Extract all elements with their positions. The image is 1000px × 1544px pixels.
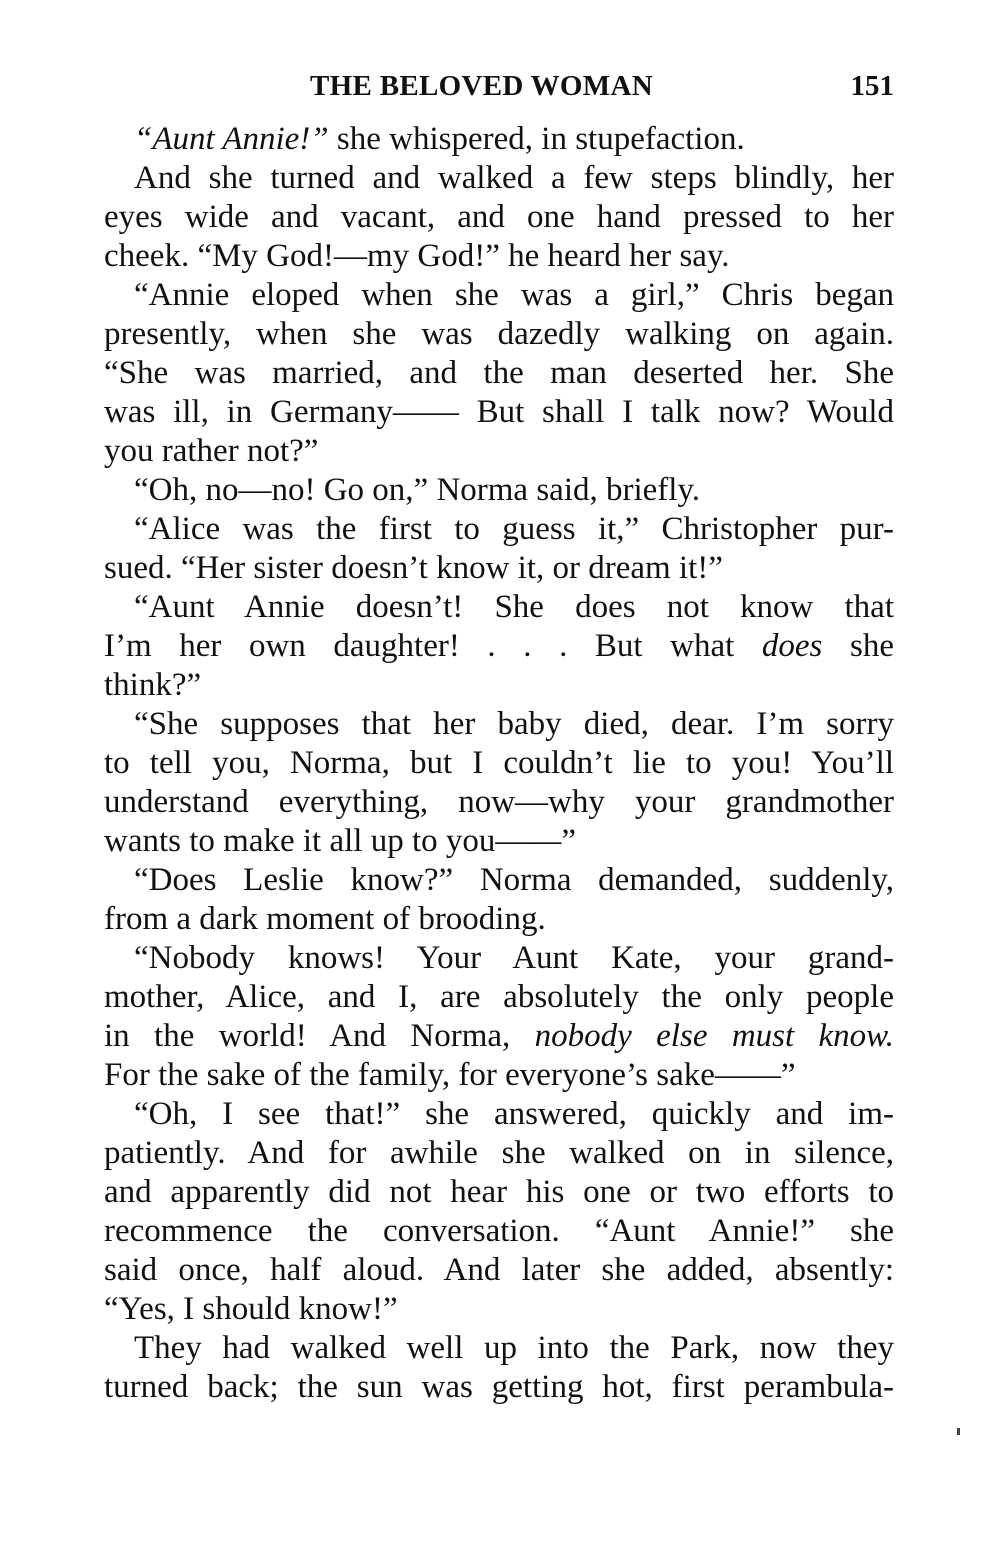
text-line (104, 705, 894, 744)
text-run: understand everything, now—why your grandmother (104, 784, 894, 820)
text-run: she whispered, in stupefaction. (328, 121, 745, 157)
text-run: “She was married, and the man deserted her. She (104, 355, 894, 391)
italic-text: nobody else must know. (534, 1018, 894, 1054)
text-run: think?” (104, 667, 202, 703)
text-line (104, 1134, 894, 1173)
text-line (104, 588, 894, 627)
text-line (104, 120, 894, 159)
text-run: “Oh, no—no! Go on,” Norma said, briefly. (134, 472, 701, 508)
text-line (104, 1056, 894, 1095)
text-run: recommence the conversation. “Aunt Annie!” she (104, 1213, 894, 1249)
running-title: THE BELOVED WOMAN (310, 70, 653, 102)
text-run: “Alice was the first to guess it,” Christopher pur- (134, 511, 894, 547)
text-run: “Oh, I see that!” she answered, quickly and im- (134, 1096, 894, 1132)
text-line (104, 861, 894, 900)
text-run: I’m her own daughter! . . . But what (104, 628, 762, 664)
text-line (104, 900, 894, 939)
text-run: said once, half aloud. And later she added, absently: (104, 1252, 894, 1288)
text-run: eyes wide and vacant, and one hand pressed to her (104, 199, 894, 235)
text-run: “Nobody knows! Your Aunt Kate, your grand- (134, 940, 894, 976)
page-header (104, 70, 894, 110)
text-line (104, 549, 894, 588)
text-run: was ill, in Germany—— But shall I talk now? Would (104, 394, 894, 430)
text-run: “Aunt Annie doesn’t! She does not know that (134, 589, 894, 625)
text-run: from a dark moment of brooding. (104, 901, 546, 937)
text-line (104, 432, 894, 471)
text-line (104, 783, 894, 822)
text-line (104, 1095, 894, 1134)
text-run: For the sake of the family, for everyone’s sake——” (104, 1057, 796, 1093)
text-run: turned back; the sun was getting hot, first perambula- (104, 1369, 894, 1405)
text-run: They had walked well up into the Park, now they (134, 1330, 894, 1366)
text-line (104, 315, 894, 354)
text-line (104, 1173, 894, 1212)
text-run: “She supposes that her baby died, dear. I’m sorry (134, 706, 894, 742)
text-run: presently, when she was dazedly walking on again. (104, 316, 894, 352)
text-line (104, 1251, 894, 1290)
italic-text: “Aunt Annie!” (134, 121, 329, 157)
text-line (104, 510, 894, 549)
text-run: to tell you, Norma, but I couldn’t lie to you! You’ll (104, 745, 894, 781)
text-run: mother, Alice, and I, are absolutely the only people (104, 979, 894, 1015)
text-run: “Annie eloped when she was a girl,” Chris began (134, 277, 894, 313)
text-run: “Yes, I should know!” (104, 1291, 398, 1327)
text-line (104, 393, 894, 432)
text-run: And she turned and walked a few steps blindly, her (134, 160, 894, 196)
text-line (104, 978, 894, 1017)
text-line (104, 237, 894, 276)
text-line (104, 939, 894, 978)
text-run: in the world! And Norma, (104, 1018, 535, 1054)
text-line (104, 1212, 894, 1251)
text-run: and apparently did not hear his one or two efforts to (104, 1174, 894, 1210)
text-line (104, 822, 894, 861)
text-line (104, 1368, 894, 1407)
text-line (104, 1290, 894, 1329)
text-run: she (822, 628, 894, 664)
text-line (104, 1017, 894, 1056)
text-line (104, 666, 894, 705)
text-run: you rather not?” (104, 433, 319, 469)
text-run: sued. “Her sister doesn’t know it, or dream it!” (104, 550, 723, 586)
text-run: patiently. And for awhile she walked on in silence, (104, 1135, 894, 1171)
text-line (104, 354, 894, 393)
italic-text: does (761, 628, 823, 664)
body-text (104, 120, 894, 1407)
page-number: 151 (850, 70, 894, 102)
text-line (104, 627, 894, 666)
text-line (104, 198, 894, 237)
text-line (104, 744, 894, 783)
text-run: “Does Leslie know?” Norma demanded, suddenly, (134, 862, 894, 898)
text-run: wants to make it all up to you——” (104, 823, 577, 859)
text-line (104, 471, 894, 510)
text-line (104, 276, 894, 315)
text-line (104, 159, 894, 198)
stray-mark (957, 1428, 960, 1435)
text-line (104, 1329, 894, 1368)
text-run: cheek. “My God!—my God!” he heard her say. (104, 238, 730, 274)
